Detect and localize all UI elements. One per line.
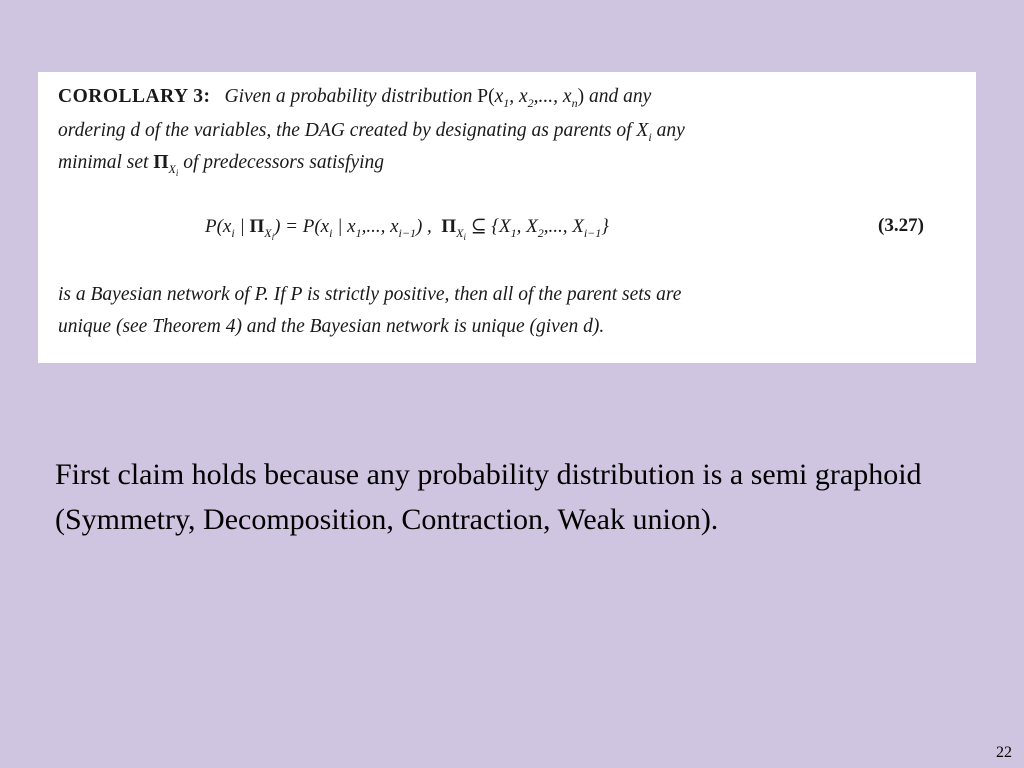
corollary-line-3: minimal set $\Pi_{X_i}$ of predecessors satisfying (58, 152, 385, 178)
corollary-line-1: COROLLARY 3: Given a probability distribution $P(x_1$, $x_2$,..., $x_n$) and any (58, 86, 652, 110)
slide-body-text: First claim holds because any probability distribution is a semi graphoid (Symmetry, Decomposition, Contraction, Weak union). (55, 458, 922, 536)
corollary-image (38, 72, 976, 363)
page-number: 22 (996, 744, 1012, 761)
corollary-line-4: is a Bayesian network of P. If P is strictly positive, then all of the parent sets are (58, 284, 682, 305)
equation-number: (3.27) (878, 215, 924, 236)
corollary-label: COROLLARY 3: (58, 86, 211, 107)
corollary-line-5: unique (see Theorem 4) and the Bayesian network is unique (given d). (58, 316, 605, 337)
corollary-line-2: ordering d of the variables, the DAG created by designating as parents of $X_i$ any (58, 120, 685, 144)
corollary-equation: $P(x_i$ | $\Pi_{X_i}) = P(x_i$ | $x_1$,..., $x_{i-1}$) , $\Pi_{X_i}$ ⊆ {$X_1$, $X_2$,..., $X_{i-1}$} (205, 216, 609, 242)
